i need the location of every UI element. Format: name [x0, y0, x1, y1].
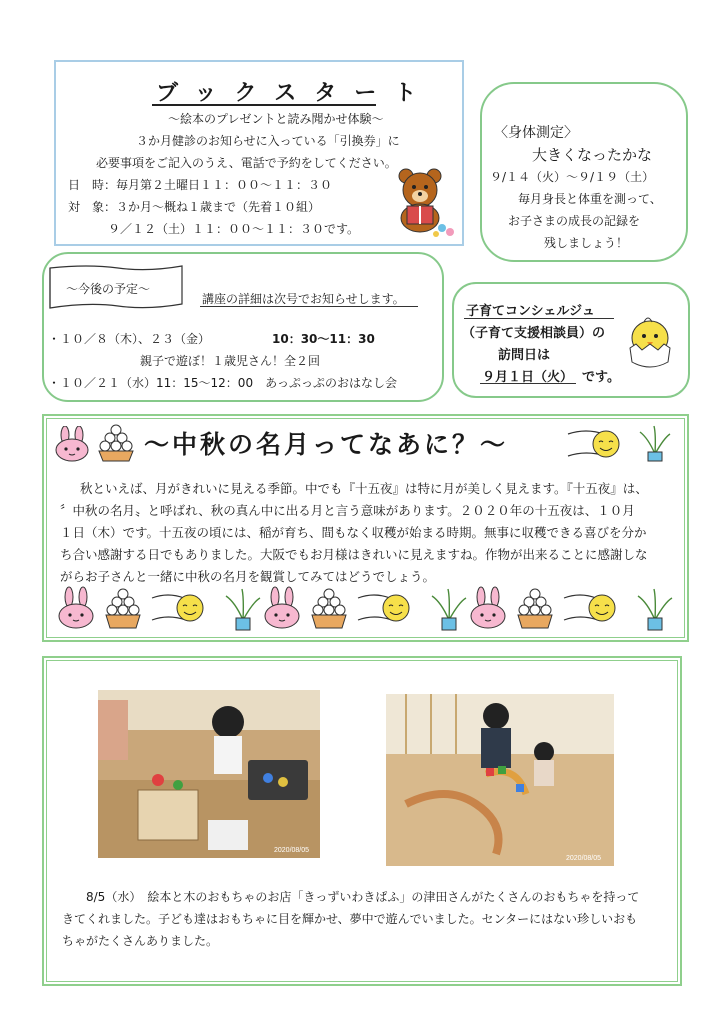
schedule-item-desc: 親子で遊ぼ！１歳児さん！全２回 [140, 354, 321, 368]
moon-paragraph: １日（木）です。十五夜の頃には、稲が育ち、間もなく収穫が始まる時期。無事に収穫できる喜びを分か [60, 525, 647, 540]
concierge-line: 子育てコンシェルジュ [466, 304, 595, 319]
photo-date-stamp: 2020/08/05 [274, 847, 310, 854]
concierge-line: 訪問日は [498, 348, 551, 363]
title-underline [152, 104, 376, 106]
moon-face-icon [566, 426, 636, 462]
susuki-grass-icon [223, 586, 263, 632]
bookstart-line: 必要事項をご記入のうえ、電話で予約をしてください。 [96, 156, 397, 170]
bear-reading-icon [390, 166, 460, 238]
rabbit-icon [468, 586, 508, 632]
dango-offering-icon [309, 586, 349, 632]
dango-offering-icon [96, 424, 136, 462]
photo-caption: きてくれました。子ども達はおもちゃに目を輝かせ、夢中で遊んでいました。センターにはない珍しいおも [62, 912, 638, 926]
moon-face-icon [150, 586, 216, 632]
dango-offering-icon [515, 586, 555, 632]
chick-in-egg-icon [622, 314, 678, 370]
measurement-dates: ９/１４（火）～９/１９（土） [490, 170, 655, 184]
moon-paragraph: がらお子さんと一緒に中秋の名月を観賞してみてはどうでしょう。 [60, 569, 436, 584]
bookstart-line: ９／１２（土）１１：００～１１：３０です。 [108, 222, 360, 236]
moon-paragraph: 〞中秋の名月〟と呼ばれ、秋の真ん中に出る月と言う意味があります。２０２０年の十五夜は、１０月 [60, 503, 635, 518]
measurement-title: 〈身体測定〉 [494, 125, 578, 141]
moon-paragraph: ち合い感謝する日でもありました。大阪でもお月様はきれいに見えますね。作物が出来ることに感謝しな [60, 547, 648, 562]
moon-title: ～中秋の名月ってなあに？～ [144, 430, 509, 459]
schedule-note: 講座の詳細は次号でお知らせします。 [202, 292, 405, 306]
bookstart-box [54, 60, 464, 246]
bookstart-line: ３か月健診のお知らせに入っている「引換券」に [136, 134, 400, 148]
moon-face-icon [356, 586, 422, 632]
measurement-line: 残しましょう！ [544, 236, 629, 250]
underline [480, 383, 576, 384]
photo-children-building-track [386, 694, 614, 866]
rabbit-icon [52, 426, 92, 462]
susuki-grass-icon [638, 424, 672, 462]
susuki-grass-icon [429, 586, 469, 632]
schedule-flag-label: ～今後の予定～ [66, 282, 151, 296]
dango-offering-icon [103, 586, 143, 632]
concierge-suffix: です。 [582, 370, 620, 385]
schedule-item: ・１０／２１（水）11：15～12：00 あっぷっぷのおはなし会 [48, 376, 397, 390]
photo-caption: 8/5（水） 絵本と木のおもちゃのお店「きっずいわきぱふ」の津田さんがたくさんのおもちゃを持って [86, 890, 640, 904]
concierge-box [452, 282, 690, 398]
measurement-box [480, 82, 688, 262]
concierge-line: （子育て支援相談員）の [462, 326, 606, 341]
photo-caption: ちゃがたくさんありました。 [62, 934, 219, 948]
schedule-item-time: 10：30～11：30 [272, 332, 375, 346]
measurement-line: 毎月身長と体重を測って、 [518, 192, 662, 206]
moon-paragraph: 秋といえば、月がきれいに見える季節。中でも『十五夜』は特に月が美しく見えます。『十五夜』は、 [80, 481, 648, 496]
rabbit-icon [56, 586, 96, 632]
susuki-grass-icon [635, 586, 675, 632]
note-underline [200, 306, 418, 307]
bookstart-line: 日 時：毎月第２土曜日１１：００～１１：３０ [68, 178, 333, 192]
measurement-line: お子さまの成長の記録を [508, 214, 641, 228]
moon-face-icon [562, 586, 628, 632]
underline [464, 318, 614, 319]
decoration-strip [56, 586, 676, 632]
rabbit-icon [262, 586, 302, 632]
bookstart-title: ブックスタート [156, 81, 435, 106]
measurement-subtitle: 大きくなったかな [532, 146, 653, 164]
photo-children-playing-with-toys [98, 690, 320, 858]
bookstart-line: 対 象：３か月～概ね１歳まで（先着１０組） [68, 200, 321, 214]
bookstart-subtitle: ～絵本のプレゼントと読み聞かせ体験～ [168, 112, 384, 126]
concierge-date: ９月１日（火） [482, 370, 574, 385]
photo-date-stamp: 2020/08/05 [566, 855, 602, 862]
schedule-item-dates: ・１０／８（木）、２３（金） [48, 332, 211, 346]
